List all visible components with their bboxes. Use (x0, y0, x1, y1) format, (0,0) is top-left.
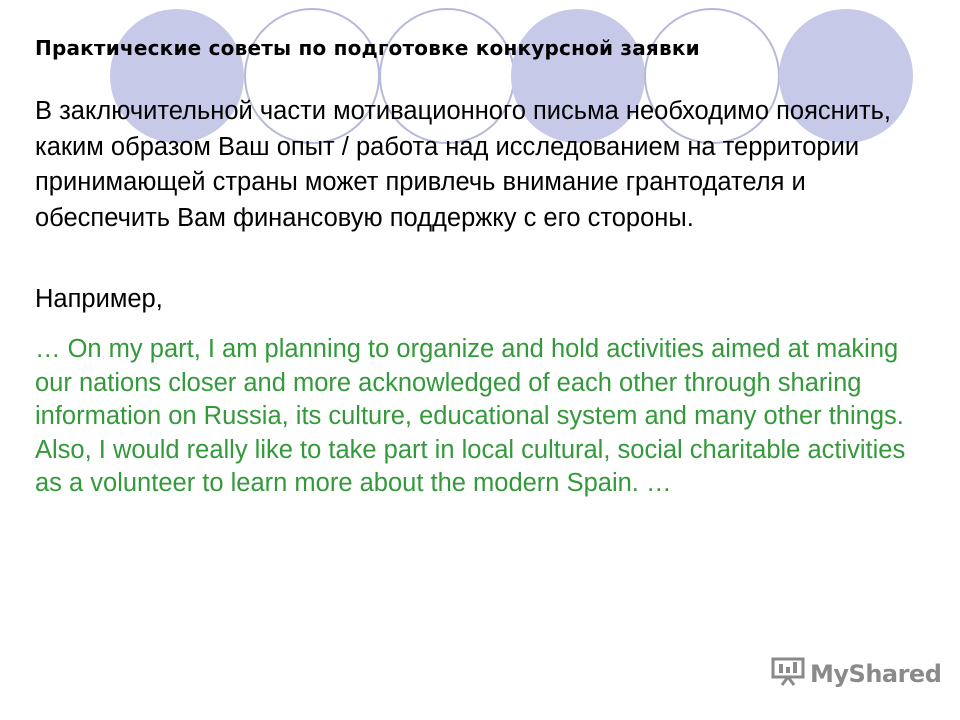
slide-title: Практические советы по подготовке конкурсной заявки (35, 36, 700, 60)
presentation-board-icon (770, 656, 806, 691)
myshared-watermark[interactable] (770, 656, 941, 691)
example-quote: … On my part, I am planning to organize and hold activities aimed at making our nations closer and more acknowledged of each other through sharing information on Russia, its culture, educational system and many other things. Also, I would really like to take part in local cultural, social charitable activities as a volunteer to learn more about the modern Spain. … (35, 335, 906, 497)
watermark-text: MyShared (810, 659, 942, 688)
body-paragraph: В заключительной части мотивационного письма необходимо пояснить, каким образом Ваш опыт / работа над исследованием на территории принимающей страны может привлечь внимание грантодателя и обеспечить Вам финансовую поддержку с его стороны. (35, 97, 892, 232)
example-label: Например, (35, 285, 163, 313)
